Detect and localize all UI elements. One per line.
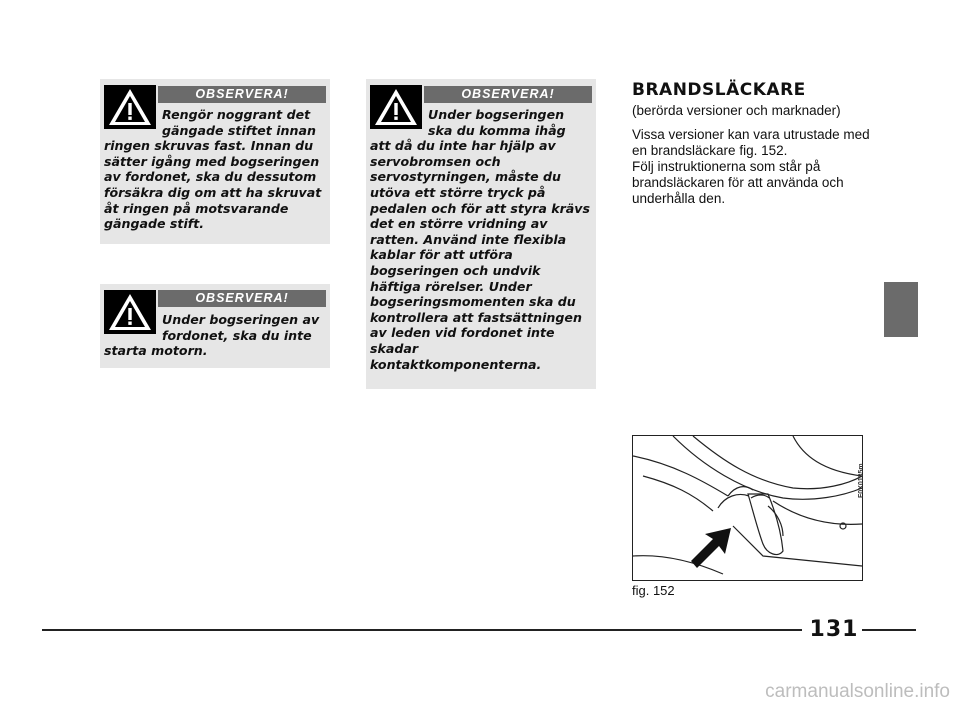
section-paragraph-2: Följ instruktionerna som står på brandsläckaren för att använda och underhålla den. [632, 159, 844, 206]
section-body [632, 127, 872, 207]
warning-text-3: Under bogseringen ska du komma ihåg att då du inte har hjälp av servobromsen och servostyrningen, måste du utöva ett större tryck på pedalen och för att styra krävs det en större vridning av ratten. Använd inte flexibla kablar för att utföra bogseringen och undvik häftiga rörelser. Under bogseringsmomenten ska du kontrollera att fastsättningen av leden vid fordonet inte skadar kontaktkomponenterna. [370, 107, 591, 372]
section-paragraph-1: Vissa versioner kan vara utrustade med en brandsläckare fig. 152. [632, 127, 870, 158]
chapter-tab-marker [884, 282, 918, 337]
warning-header-1: OBSERVERA! [158, 86, 326, 103]
warning-box-3 [366, 79, 596, 389]
warning-text-container-1 [104, 107, 324, 232]
footer-rule-left [42, 629, 802, 631]
warning-box-1 [100, 79, 330, 244]
warning-text-1: Rengör noggrant det gängade stiftet innan ringen skruvas fast. Innan du sätter igång med bogseringen av fordonet, ska du dessutom försäkra dig om att ha skruvat åt ringen på motsvarande gängade stift. [104, 107, 322, 232]
warning-text-2: Under bogseringen av fordonet, ska du inte starta motorn. [104, 312, 320, 359]
section-title: BRANDSLÄCKARE [632, 80, 806, 100]
footer-rule-right [862, 629, 916, 631]
warning-header-2: OBSERVERA! [158, 290, 326, 307]
fire-extinguisher-illustration [633, 436, 862, 580]
figure-caption: fig. 152 [632, 583, 675, 598]
warning-text-container-3 [370, 107, 590, 372]
figure-illustration [632, 435, 863, 581]
figure-code: F0X0135m [858, 463, 865, 498]
warning-box-2 [100, 284, 330, 368]
page-number: 131 [809, 617, 859, 642]
section-subtitle: (berörda versioner och marknader) [632, 103, 841, 118]
watermark: carmanualsonline.info [765, 681, 950, 702]
warning-text-container-2 [104, 312, 324, 359]
warning-header-3: OBSERVERA! [424, 86, 592, 103]
pointer-arrow-icon [691, 528, 731, 568]
